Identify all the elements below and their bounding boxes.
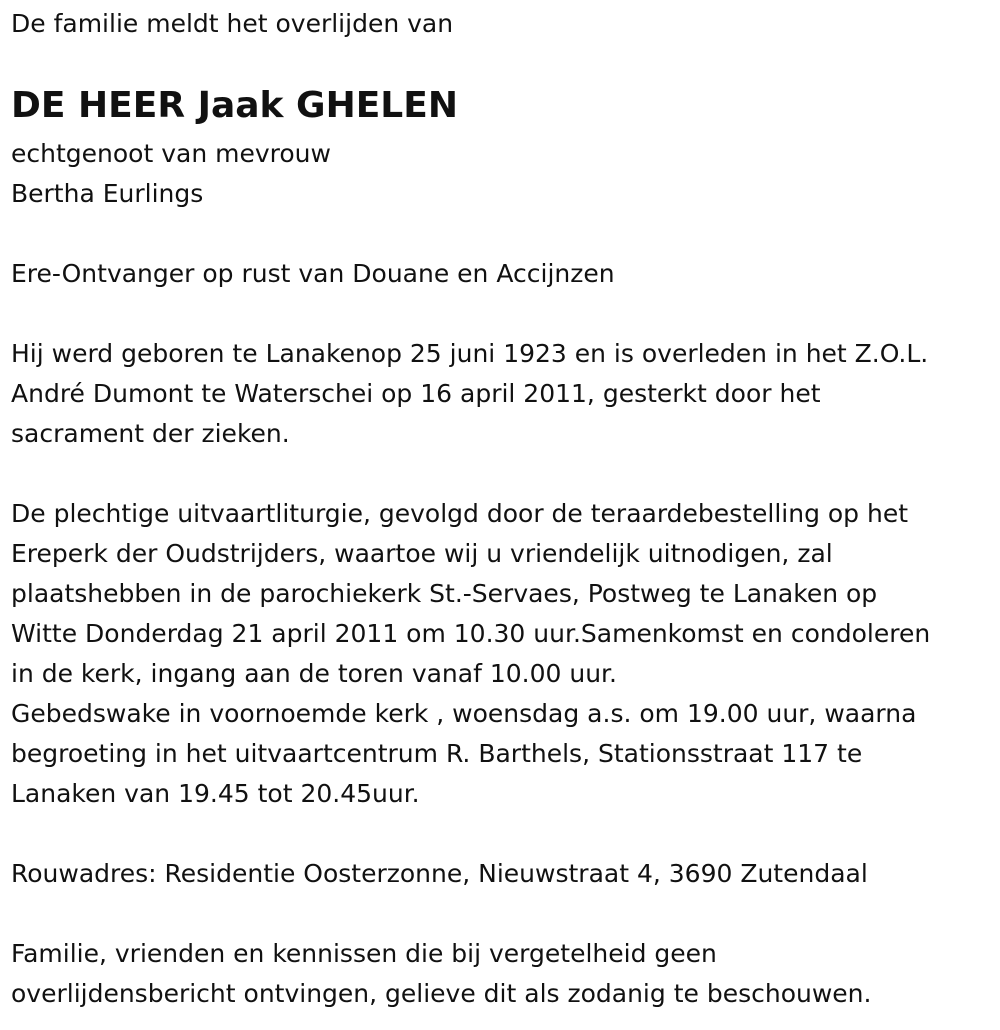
paragraph-line: overlijdensbericht ontvingen, gelieve dit als zodanig te beschouwen. (11, 979, 872, 1008)
spouse-block (11, 134, 991, 214)
paragraph-line: Familie, vrienden en kennissen die bij vergetelheid geen (11, 939, 717, 968)
paragraph-line: Gebedswake in voornoemde kerk , woensdag a.s. om 19.00 uur, waarna (11, 699, 917, 728)
paragraph-line: Lanaken van 19.45 tot 20.45uur. (11, 779, 420, 808)
intro-text: De familie meldt het overlijden van (11, 9, 454, 38)
ceremony-paragraph (11, 494, 991, 814)
spouse-line-1: echtgenoot van mevrouw (11, 139, 331, 168)
paragraph-line: De plechtige uitvaartliturgie, gevolgd door de teraardebestelling op het (11, 499, 909, 528)
paragraph-line: plaatshebben in de parochiekerk St.-Servaes, Postweg te Lanaken op (11, 579, 878, 608)
paragraph-line: begroeting in het uitvaartcentrum R. Barthels, Stationsstraat 117 te (11, 739, 863, 768)
paragraph-line: Witte Donderdag 21 april 2011 om 10.30 uur.Samenkomst en condoleren (11, 619, 931, 648)
professional-title: Ere-Ontvanger op rust van Douane en Accijnzen (11, 259, 615, 288)
paragraph-line: in de kerk, ingang aan de toren vanaf 10.00 uur. (11, 659, 617, 688)
mourning-address: Rouwadres: Residentie Oosterzonne, Nieuwstraat 4, 3690 Zutendaal (11, 859, 868, 888)
paragraph-line: Hij werd geboren te Lanakenop 25 juni 1923 en is overleden in het Z.O.L. (11, 339, 929, 368)
paragraph-line: Ereperk der Oudstrijders, waartoe wij u vriendelijk uitnodigen, zal (11, 539, 833, 568)
birth-death-paragraph (11, 334, 991, 454)
deceased-name: DE HEER Jaak GHELEN (11, 85, 458, 126)
paragraph-line: sacrament der zieken. (11, 419, 290, 448)
spouse-line-2: Bertha Eurlings (11, 179, 204, 208)
closing-paragraph (11, 934, 991, 1014)
paragraph-line: André Dumont te Waterschei op 16 april 2011, gesterkt door het (11, 379, 821, 408)
obituary-notice (11, 4, 991, 1014)
